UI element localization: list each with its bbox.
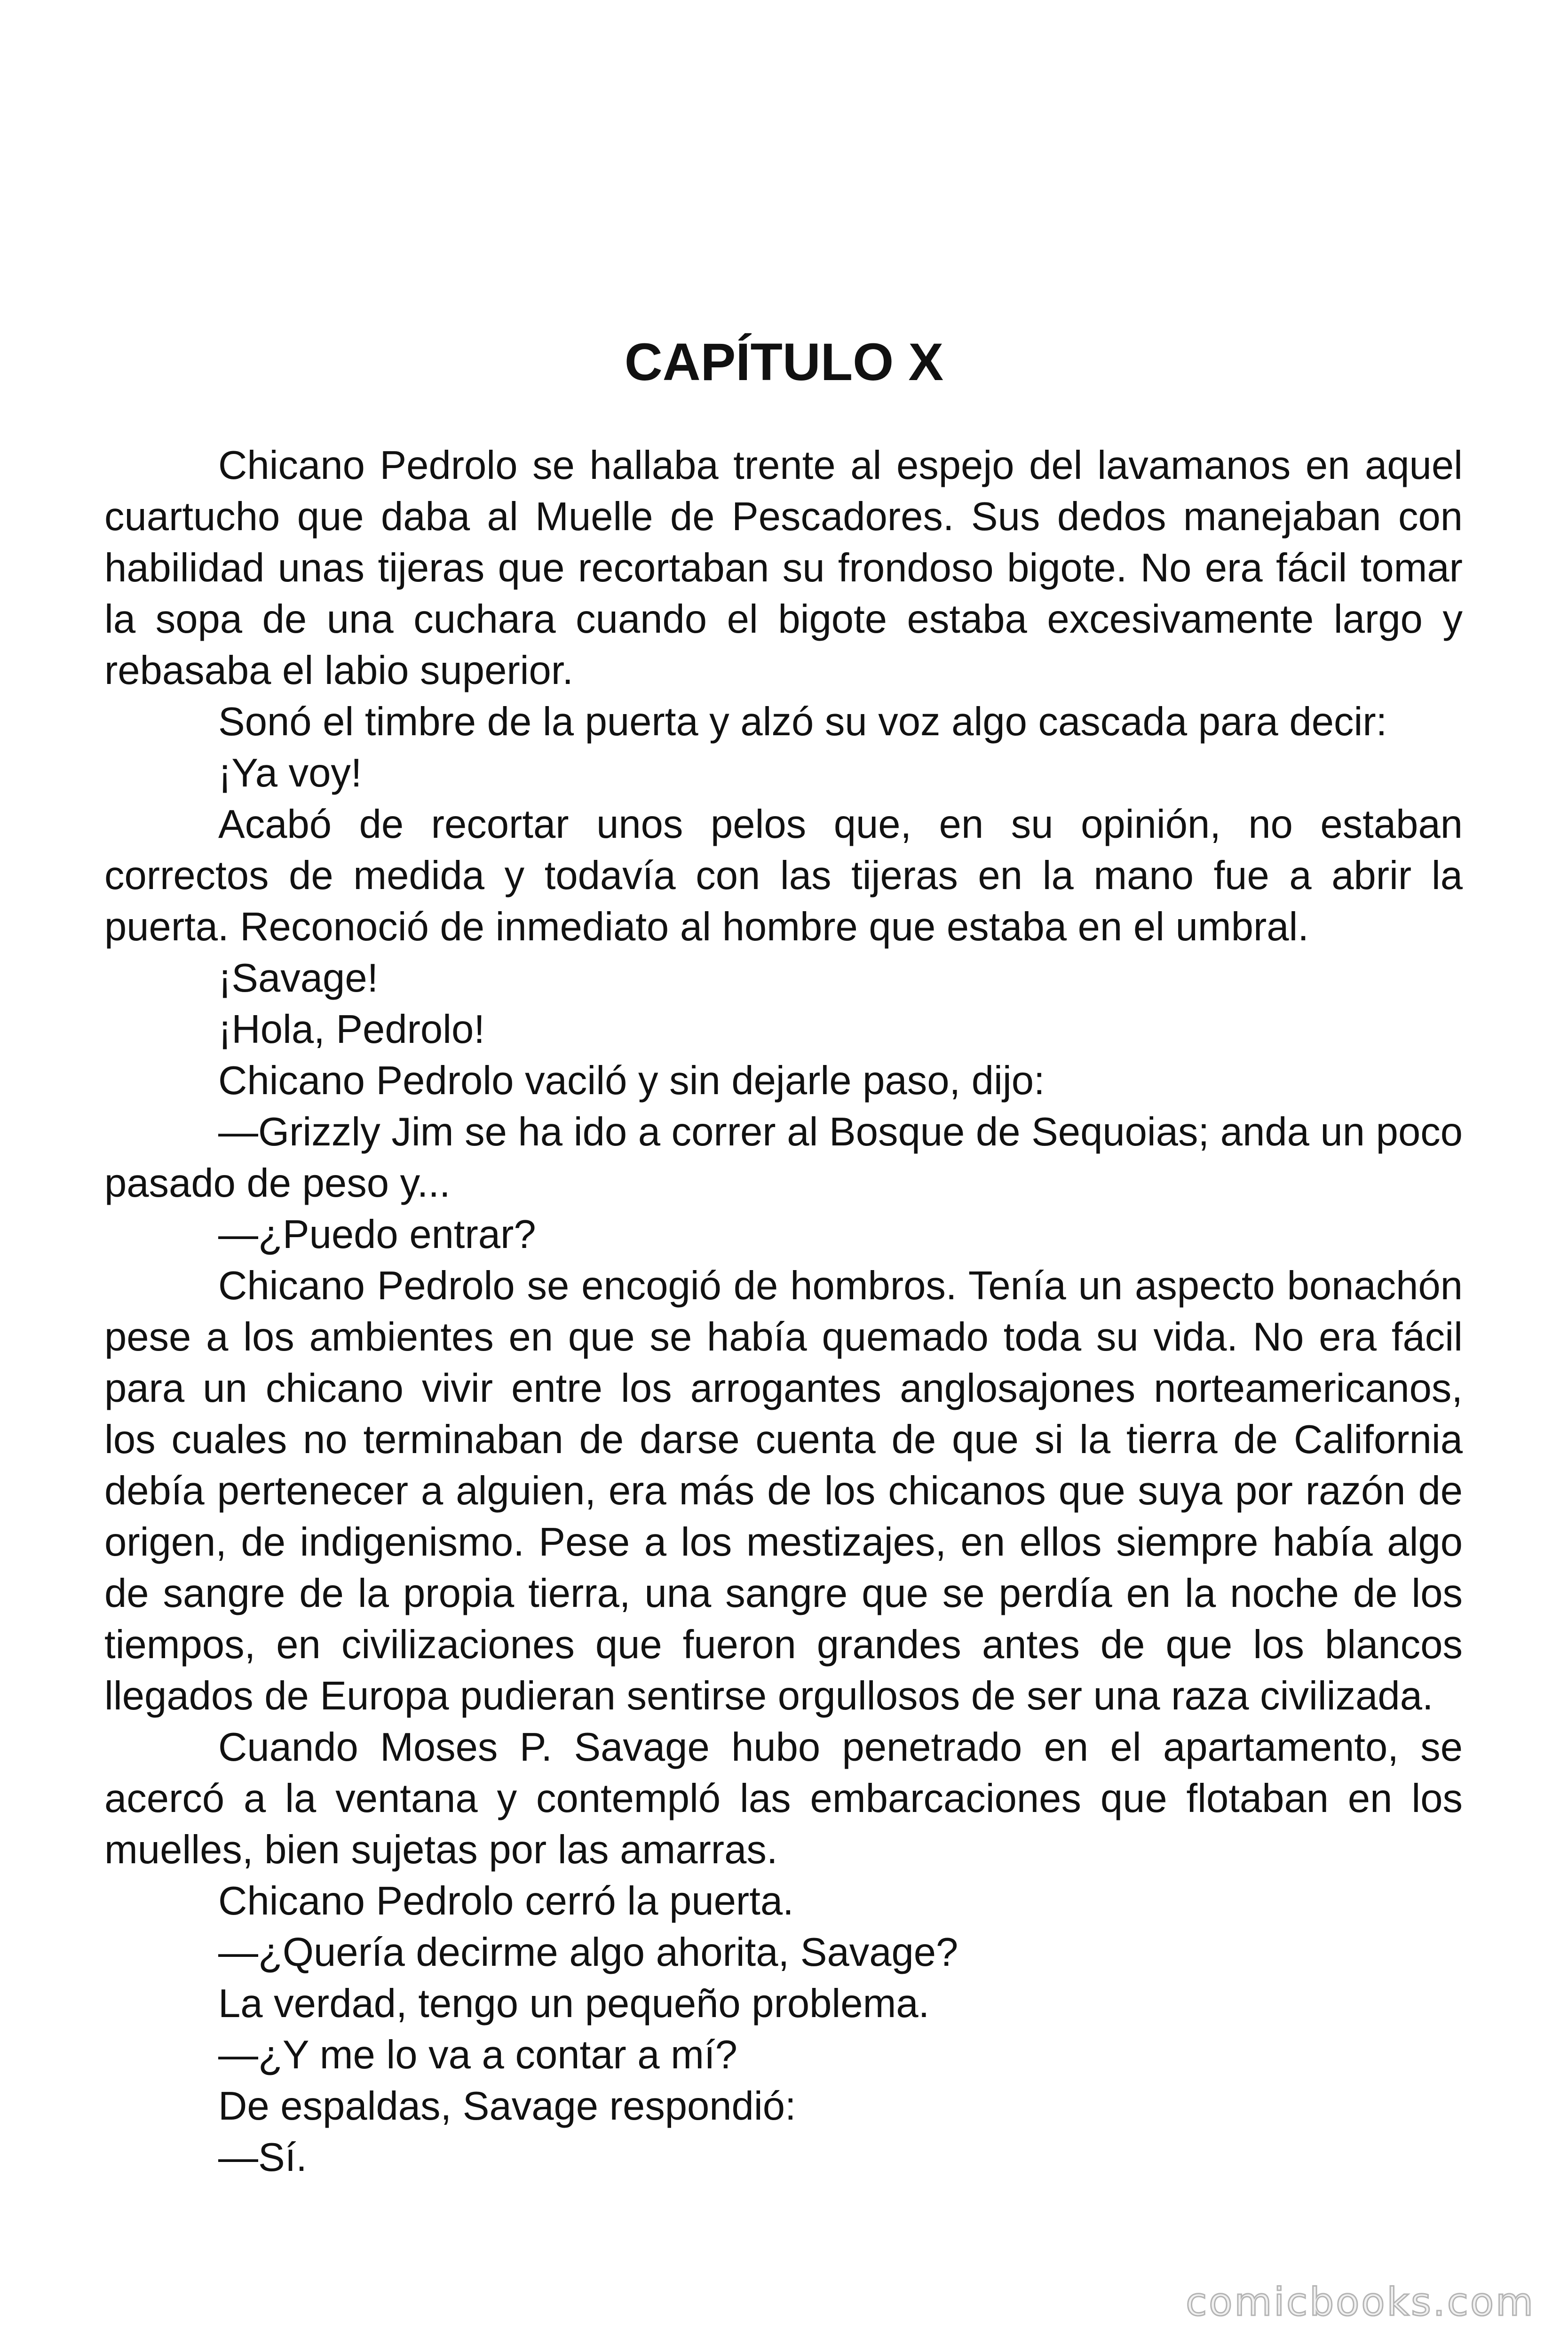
paragraph: De espaldas, Savage respondió: bbox=[218, 2084, 796, 2129]
paragraph: Chicano Pedrolo vaciló y sin dejarle paso, dijo: bbox=[218, 1058, 1045, 1103]
chapter-body bbox=[104, 440, 1463, 2183]
watermark: comicbooks.com bbox=[1186, 2280, 1535, 2325]
paragraph: ¡Hola, Pedrolo! bbox=[218, 1007, 485, 1052]
paragraph: —¿Puedo entrar? bbox=[218, 1212, 536, 1257]
paragraph: Chicano Pedrolo cerró la puerta. bbox=[218, 1879, 794, 1923]
paragraph: ¡Savage! bbox=[218, 956, 379, 1001]
paragraph: —¿Y me lo va a contar a mí? bbox=[218, 2033, 737, 2077]
paragraph: Sonó el timbre de la puerta y alzó su voz algo cascada para decir: bbox=[218, 699, 1387, 744]
paragraph: Acabó de recortar unos pelos que, en su opinión, no estaban correctos de medida y todavía con las tijeras en la mano fue a abrir la puerta. Reconoció de inmediato al hombre que estaba en el umbral. bbox=[104, 802, 1463, 949]
paragraph: —¿Quería decirme algo ahorita, Savage? bbox=[218, 1930, 958, 1975]
paragraph: —Grizzly Jim se ha ido a correr al Bosque de Sequoias; anda un poco pasado de peso y... bbox=[104, 1110, 1463, 1206]
paragraph: ¡Ya voy! bbox=[218, 751, 362, 795]
chapter-title: CAPÍTULO X bbox=[624, 333, 944, 391]
paragraph: —Sí. bbox=[218, 2135, 307, 2180]
paragraph: Cuando Moses P. Savage hubo penetrado en el apartamento, se acercó a la ventana y contempló las embarcaciones que flotaban en los muelles, bien sujetas por las amarras. bbox=[104, 1725, 1463, 1872]
paragraph: Chicano Pedrolo se hallaba trente al espejo del lavamanos en aquel cuartucho que daba al Muelle de Pescadores. Sus dedos manejaban con habilidad unas tijeras que recortaban su frondoso bigote. No era fácil tomar la sopa de una cuchara cuando el bigote estaba excesivamente largo y rebasaba el labio superior. bbox=[104, 443, 1463, 693]
paragraph: La verdad, tengo un pequeño problema. bbox=[218, 1981, 930, 2026]
paragraph: Chicano Pedrolo se encogió de hombros. Tenía un aspecto bonachón pese a los ambientes en que se había quemado toda su vida. No era fácil para un chicano vivir entre los arrogantes anglosajones norteamericanos, los cuales no terminaban de darse cuenta de que si la tierra de California debía pertenecer a alguien, era más de los chicanos que suya por razón de origen, de indigenismo. Pese a los mestizajes, en ellos siempre había algo de sangre de la propia tierra, una sangre que se perdía en la noche de los tiempos, en civilizaciones que fueron grandes antes de que los blancos llegados de Europa pudieran sentirse orgullosos de ser una raza civilizada. bbox=[104, 1263, 1463, 1718]
